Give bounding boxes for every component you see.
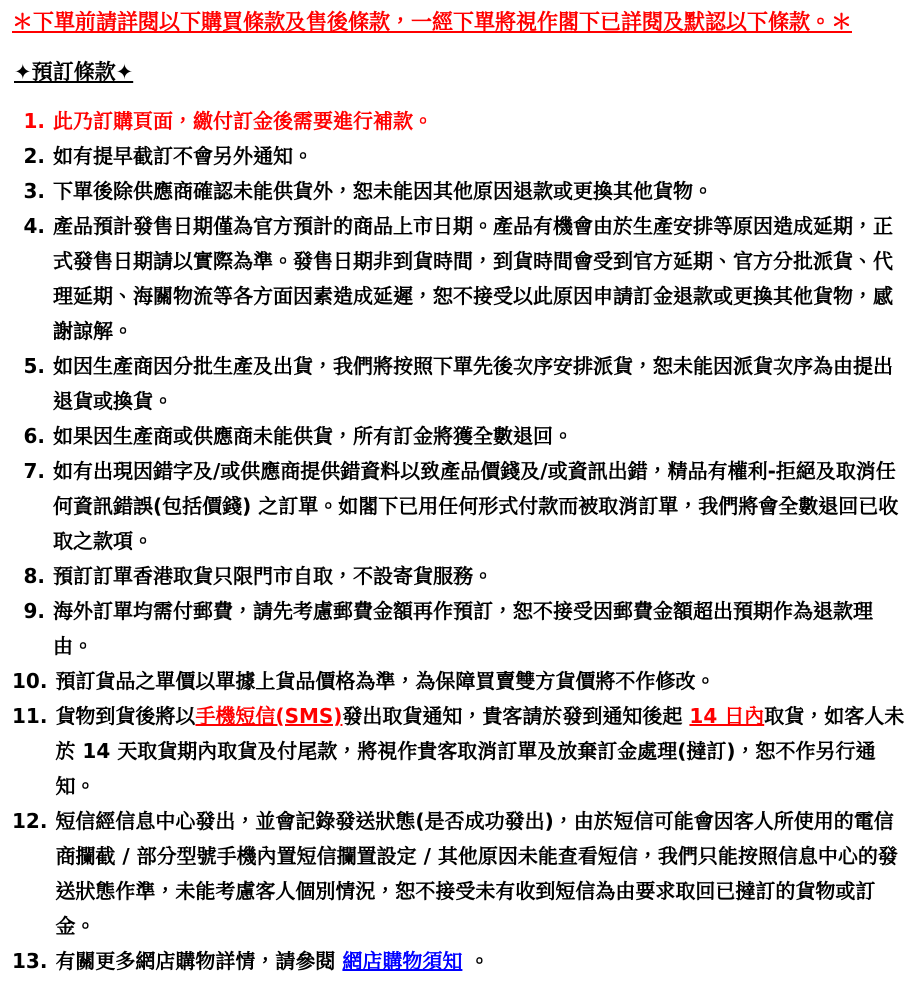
store-shopping-guide-link[interactable]: 網店購物須知 [342,949,463,973]
terms-list [12,104,905,979]
term-item-7 [12,454,905,559]
term-text: 如果因生產商或供應商未能供貨，所有訂金將獲全數退回。 [53,424,573,448]
term-text-part: 取貨，如客人未於 14 天取貨期內取貨及付尾款，將視作貴客取消訂單及放棄訂金處理(撻訂)，恕不作另行通知。 [55,704,905,798]
term-number: 3. [23,179,45,203]
pickup-deadline-highlight: 14 日內 [689,704,765,728]
term-text: 如因生產商因分批生產及出貨，我們將按照下單先後次序安排派貨，恕未能因派貨次序為由提出退貨或換貨。 [53,354,893,413]
term-text-sms-pickup [47,699,905,804]
term-text: 如有提早截訂不會另外通知。 [53,144,313,168]
term-number: 11. [12,704,48,728]
term-item-2 [12,139,905,174]
term-text-part: 貨物到貨後將以 [55,704,196,728]
term-item-11 [12,699,905,804]
term-number: 12. [12,809,48,833]
term-number: 8. [23,564,45,588]
term-item-5 [12,349,905,419]
term-number: 2. [23,144,45,168]
section-title: ✦預訂條款✦ [14,60,134,84]
term-item-10 [12,664,905,699]
sms-notice-highlight: 手機短信(SMS) [195,704,343,728]
term-text-deposit-notice: 此乃訂購頁面，繳付訂金後需要進行補款。 [53,109,433,133]
term-item-6 [12,419,905,454]
term-item-13 [12,944,905,979]
term-text-more-info [47,944,905,979]
term-text-part: 有關更多網店購物詳情，請參閱 [55,949,343,973]
term-number: 1. [23,109,45,133]
term-number: 10. [12,669,48,693]
term-item-4 [12,209,905,349]
term-number: 4. [23,214,45,238]
term-text: 預訂貨品之單價以單據上貨品價格為準，為保障買賣雙方貨價將不作修改。 [55,669,716,693]
term-item-9 [12,594,905,664]
term-text: 如有出現因錯字及/或供應商提供錯資料以致產品價錢及/或資訊出錯，精品有權利-拒絕及取消任何資訊錯誤(包括價錢) 之訂單。如閣下已用任何形式付款而被取消訂單，我們將會全數退回已收取之款項。 [53,459,899,553]
term-number: 13. [12,949,48,973]
term-text: 海外訂單均需付郵費，請先考慮郵費金額再作預訂，恕不接受因郵費金額超出預期作為退款理由。 [53,599,873,658]
term-number: 5. [23,354,45,378]
term-item-12 [12,804,905,944]
term-text: 產品預計發售日期僅為官方預計的商品上市日期。產品有機會由於生產安排等原因造成延期，正式發售日期請以實際為準。發售日期非到貨時間，到貨時間會受到官方延期、官方分批派貨、代理延期、海關物流等各方面因素造成延遲，恕不接受以此原因申請訂金退款或更換其他貨物，感謝諒解。 [53,214,893,343]
term-text-part: 發出取貨通知，貴客請於發到通知後起 [342,704,690,728]
term-item-8 [12,559,905,594]
term-text: 下單後除供應商確認未能供貨外，恕未能因其他原因退款或更換其他貨物。 [53,179,713,203]
term-number: 9. [23,599,45,623]
term-text: 預訂訂單香港取貨只限門市自取，不設寄貨服務。 [53,564,493,588]
term-text-part: 。 [462,949,490,973]
term-text: 短信經信息中心發出，並會記錄發送狀態(是否成功發出)，由於短信可能會因客人所使用的電信商攔截 / 部分型號手機內置短信攔置設定 / 其他原因未能查看短信，我們只能按照信息中心的發送狀態作準，未能考慮客人個別情況，恕不接受未有收到短信為由要求取回已撻訂的貨物或訂金。 [55,809,898,938]
term-number: 6. [23,424,45,448]
term-item-1 [12,104,905,139]
term-item-3 [12,174,905,209]
header-notice: ＊下單前請詳閱以下購買條款及售後條款，一經下單將視作閣下已詳閱及默認以下條款。＊ [12,10,852,34]
term-number: 7. [23,459,45,483]
